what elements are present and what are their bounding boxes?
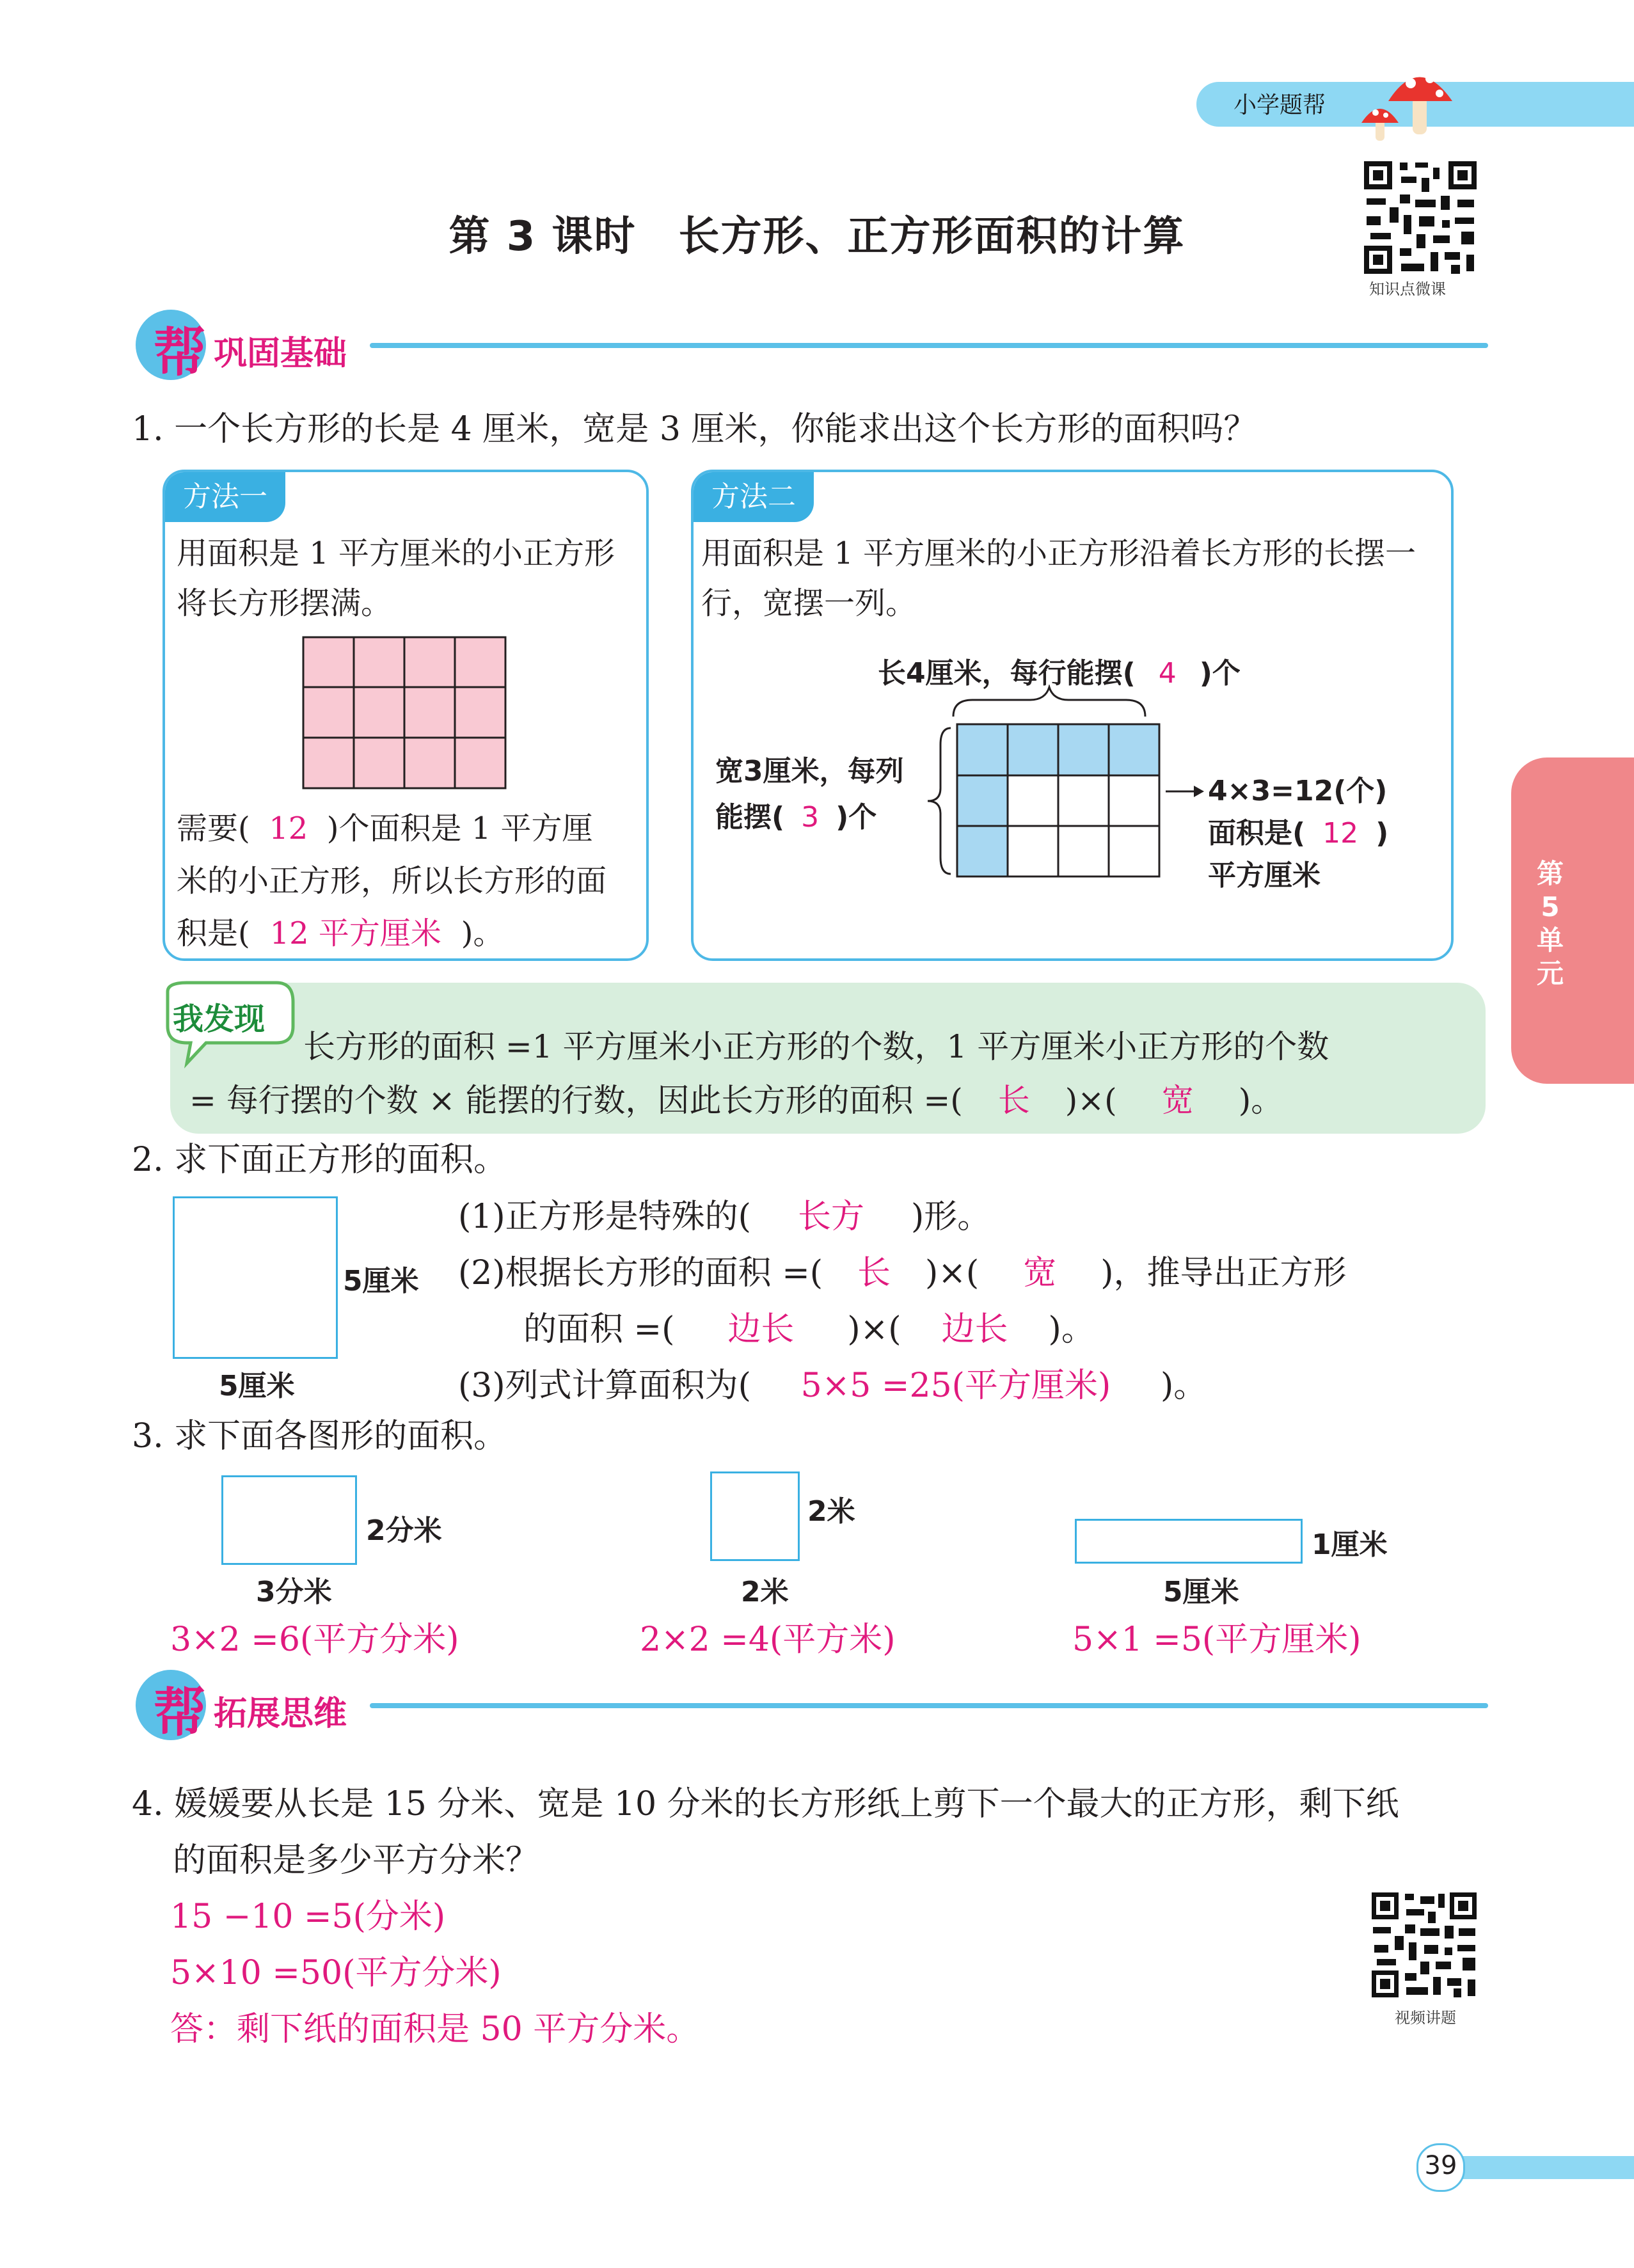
q2-s2-answer-3: 边长 (727, 1310, 795, 1349)
q4-stem-line1: 4. 媛媛要从长是 15 分米、宽是 10 分米的长方形纸上剪下一个最大的正方形，剩下纸 (132, 1785, 1399, 1823)
q3-figure-3-answer: 5×1 =5(平方厘米) (1072, 1621, 1361, 1659)
q3-figure-2-side: 2米 (807, 1495, 855, 1528)
q2-bottom-label: 5厘米 (219, 1370, 295, 1402)
method1-description (177, 528, 615, 628)
discover-line1: 长方形的面积 =1 平方厘米小正方形的个数，1 平方厘米小正方形的个数 (303, 1028, 1329, 1065)
method1-count-answer: 12 (269, 811, 308, 846)
method2-row-answer: 4 (1158, 657, 1177, 690)
q3-figure-3-bottom: 5厘米 (1163, 1576, 1239, 1608)
q1-stem: 1. 一个长方形的长是 4 厘米，宽是 3 厘米，你能求出这个长方形的面积吗？ (132, 410, 1257, 448)
section-basic-divider (370, 343, 1488, 348)
method1-grid (302, 636, 507, 789)
qr-bottom-caption: 视频讲题 (1395, 2009, 1456, 2027)
q4-stem-line2: 的面积是多少平方分米？ (173, 1841, 539, 1880)
q4-answers (170, 1889, 699, 2058)
section-expand-bang: 帮 (154, 1683, 207, 1743)
q3-figure-2-answer: 2×2 =4(平方米) (640, 1621, 896, 1659)
method1-desc-line1: 用面积是 1 平方厘米的小正方形 (177, 535, 615, 571)
q4-answer-1: 15 −10 =5(分米) (170, 1898, 446, 1936)
q2-s2-answer-2: 宽 (1023, 1254, 1057, 1292)
page-title: 第 3 课时 长方形、正方形面积的计算 (448, 213, 1186, 260)
method2-desc-line2: 行，宽摆一列。 (701, 585, 917, 621)
method2-arrow-icon (1164, 782, 1205, 801)
method1-desc-line2: 将长方形摆满。 (177, 585, 392, 621)
q2-s2-answer-4: 边长 (941, 1310, 1008, 1349)
q2-s3-answer: 5×5 =25(平方厘米) (800, 1367, 1111, 1405)
q3-figure-1-side: 2分米 (366, 1514, 442, 1547)
method2-top-brace (934, 685, 1164, 723)
method1-area-answer: 12 平方厘米 (269, 916, 441, 951)
q2-s2-answer-1: 长 (857, 1254, 891, 1292)
method1-tab: 方法一 (165, 472, 285, 522)
q3-figure-2 (710, 1471, 800, 1561)
q2-s1-answer: 长方 (797, 1198, 864, 1236)
method2-col-label: 宽3厘米，每列 能摆( 3 )个 (715, 749, 904, 841)
discover-answer-width: 宽 (1161, 1082, 1194, 1119)
method2-calc: 4×3=12(个) (1208, 775, 1388, 807)
method2-row-label: 长4厘米，每行能摆( 4 )个 (878, 657, 1241, 690)
footer-bar (1440, 2156, 1634, 2179)
section-expand-divider (370, 1703, 1488, 1708)
q3-stem: 3. 求下面各图形的面积。 (132, 1417, 507, 1455)
brand-label: 小学题帮 (1233, 92, 1326, 118)
method2-tab: 方法二 (694, 472, 814, 522)
method2-col-answer: 3 (801, 801, 820, 834)
q4-answer-2: 5×10 =50(平方分米) (170, 1954, 502, 1992)
unit-side-label: 第5单元 (1536, 858, 1564, 989)
q3-figure-2-bottom: 2米 (741, 1576, 789, 1608)
method2-left-brace (925, 726, 957, 876)
q3-figure-3-side: 1厘米 (1312, 1528, 1388, 1561)
q2-steps: (1)正方形是特殊的( 长方 )形。 (2)根据长方形的面积 =( 长 )×( 宽 )，推导出正方形 的面积 =( 边长 )×( 边长 )。 (3)列式计算面积为( 5×5 =25(平方厘米) )。 (458, 1189, 1495, 1414)
q2-square (173, 1196, 338, 1359)
method2-area-answer: 12 (1322, 817, 1359, 850)
discover-answer-length: 长 (997, 1082, 1030, 1119)
section-basic-bang: 帮 (154, 322, 207, 383)
q3-figure-3 (1075, 1519, 1303, 1564)
q4-stem (132, 1776, 1399, 1889)
page-number: 39 (1424, 2151, 1457, 2180)
q2-stem: 2. 求下面正方形的面积。 (132, 1141, 507, 1179)
qr-top-caption: 知识点微课 (1369, 280, 1446, 298)
method2-result: 4×3=12(个) 面积是( 12 ) 平方厘米 (1208, 770, 1388, 897)
method2-grid (956, 723, 1167, 879)
q3-figure-1-bottom: 3分米 (256, 1576, 332, 1608)
section-expand-label: 拓展思维 (214, 1695, 347, 1733)
section-basic-label: 巩固基础 (214, 335, 347, 373)
method1-answer-text: 需要( 12 )个面积是 1 平方厘 米的小正方形，所以长方形的面 积是( 12 平方厘米 )。 (177, 802, 640, 960)
discover-badge: 我发现 (173, 1001, 266, 1037)
q3-figure-1-answer: 3×2 =6(平方分米) (170, 1621, 459, 1659)
mushroom-icon (1350, 56, 1459, 146)
qr-code-bottom-icon[interactable] (1369, 1890, 1479, 2000)
method2-description (701, 528, 1416, 628)
q2-side-label: 5厘米 (343, 1265, 419, 1297)
q3-figure-1 (221, 1475, 357, 1565)
q4-answer-3: 答：剩下纸的面积是 50 平方分米。 (170, 2010, 700, 2049)
discover-line2: = 每行摆的个数 × 能摆的行数，因此长方形的面积 =( 长 )×( 宽 )。 (189, 1074, 1283, 1127)
method2-desc-line1: 用面积是 1 平方厘米的小正方形沿着长方形的长摆一 (701, 535, 1416, 571)
